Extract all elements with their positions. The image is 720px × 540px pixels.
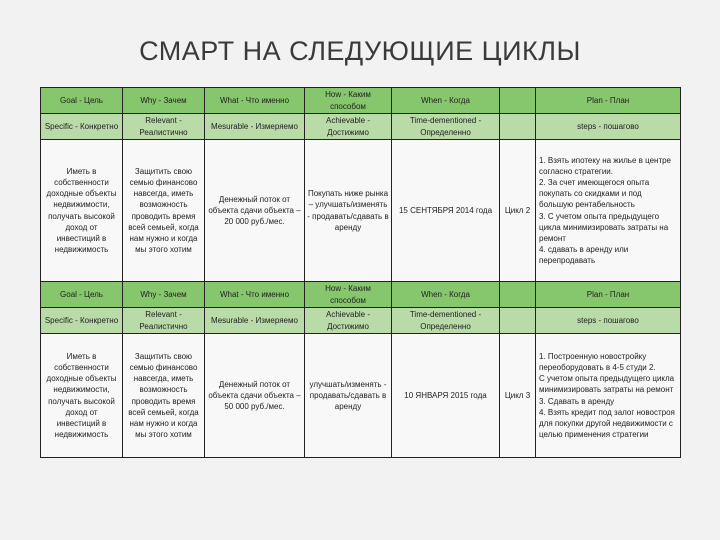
header-plan: Plan - План xyxy=(536,88,681,114)
header-what: What - Что именно xyxy=(205,282,305,308)
sub-measurable: Mesurable - Измеряемо xyxy=(205,308,305,334)
cycle-2-plan-step: 1. Взять ипотеку на жилье в центре согласно стратегии. xyxy=(539,155,672,176)
cycle-2-plan xyxy=(536,140,681,282)
cycle-3-why: Защитить свою семью финансово навсегда, иметь возможность проводить время всей семьей, когда нам нужно и когда мы этого хотим xyxy=(123,334,205,458)
cycle-3-plan-step: 3. Сдавать в аренду xyxy=(539,396,615,406)
sub-header-row-2 xyxy=(41,308,681,334)
sub-achievable: Achievable - Достижимо xyxy=(305,114,392,140)
cycle-2-label: Цикл 2 xyxy=(500,140,536,282)
header-row-1 xyxy=(41,88,681,114)
cycle-3-when: 10 ЯНВАРЯ 2015 года xyxy=(392,334,500,458)
cycle-2-why: Защитить свою семью финансово навсегда, иметь возможность проводить время всей семьей, когда нам нужно и когда мы этого хотим xyxy=(123,140,205,282)
sub-relevant: Relevant - Реалистично xyxy=(123,114,205,140)
cycle-3-what: Денежный поток от объекта сдачи объекта – 50 000 руб./мес. xyxy=(205,334,305,458)
sub-cycle xyxy=(500,308,536,334)
cycle-2-plan-step: 3. С учетом опыта предыдущего цикла минимизировать затраты на ремонт xyxy=(539,211,669,243)
smart-table xyxy=(40,87,681,458)
sub-time: Time-dementioned - Определенно xyxy=(392,114,500,140)
header-plan: Plan - План xyxy=(536,282,681,308)
header-cycle xyxy=(500,88,536,114)
cycle-2-what: Денежный поток от объекта сдачи объекта – 20 000 руб./мес. xyxy=(205,140,305,282)
sub-measurable: Mesurable - Измеряемо xyxy=(205,114,305,140)
header-goal: Goal - Цель xyxy=(41,88,123,114)
sub-achievable: Achievable - Достижимо xyxy=(305,308,392,334)
header-goal: Goal - Цель xyxy=(41,282,123,308)
cycle-3-plan-step: С учетом опыта предыдущего цикла минимизировать затраты на ремонт xyxy=(539,374,675,395)
cycle-2-row xyxy=(41,140,681,282)
header-row-2 xyxy=(41,282,681,308)
header-cycle xyxy=(500,282,536,308)
cycle-2-when: 15 СЕНТЯБРЯ 2014 года xyxy=(392,140,500,282)
cycle-3-plan xyxy=(536,334,681,458)
cycle-2-plan-step: 4. сдавать в аренду или перепродавать xyxy=(539,245,629,266)
header-what: What - Что именно xyxy=(205,88,305,114)
cycle-3-row xyxy=(41,334,681,458)
cycle-3-how: улучшать/изменять - продавать/сдавать в аренду xyxy=(305,334,392,458)
sub-time: Time-dementioned - Определенно xyxy=(392,308,500,334)
sub-steps: steps - пошагово xyxy=(536,308,681,334)
sub-specific: Specific - Конкретно xyxy=(41,308,123,334)
sub-header-row-1 xyxy=(41,114,681,140)
cycle-2-plan-step: 2. За счет имеющегося опыта покупать со скидками и под большую рентабельность xyxy=(539,177,650,210)
cycle-3-label: Цикл 3 xyxy=(500,334,536,458)
sub-cycle xyxy=(500,114,536,140)
header-when: When - Когда xyxy=(392,282,500,308)
cycle-3-goal: Иметь в собственности доходные объекты недвижимости, получать высокой доход от инвестиций в недвижимость xyxy=(41,334,123,458)
sub-steps: steps - пошагово xyxy=(536,114,681,140)
header-why: Why - Зачем xyxy=(123,88,205,114)
slide-title: СМАРТ НА СЛЕДУЮЩИЕ ЦИКЛЫ xyxy=(139,36,581,66)
sub-specific: Specific - Конкретно xyxy=(41,114,123,140)
header-why: Why - Зачем xyxy=(123,282,205,308)
header-when: When - Когда xyxy=(392,88,500,114)
header-how: How - Каким способом xyxy=(305,88,392,114)
header-how: How - Каким способом xyxy=(305,282,392,308)
cycle-3-plan-step: 4. Взять кредит под залог новостроя для покупки другой недвижимости с целью применения стратегии xyxy=(539,407,675,440)
cycle-3-plan-step: 1. Построенную новостройку переоборудовать в 4-5 студи 2. xyxy=(539,351,656,372)
cycle-2-goal: Иметь в собственности доходные объекты недвижимости, получать высокой доход от инвестиций в недвижимость xyxy=(41,140,123,282)
sub-relevant: Relevant - Реалистично xyxy=(123,308,205,334)
cycle-2-how: Покупать ниже рынка – улучшать/изменять - продавать/сдавать в аренду xyxy=(305,140,392,282)
